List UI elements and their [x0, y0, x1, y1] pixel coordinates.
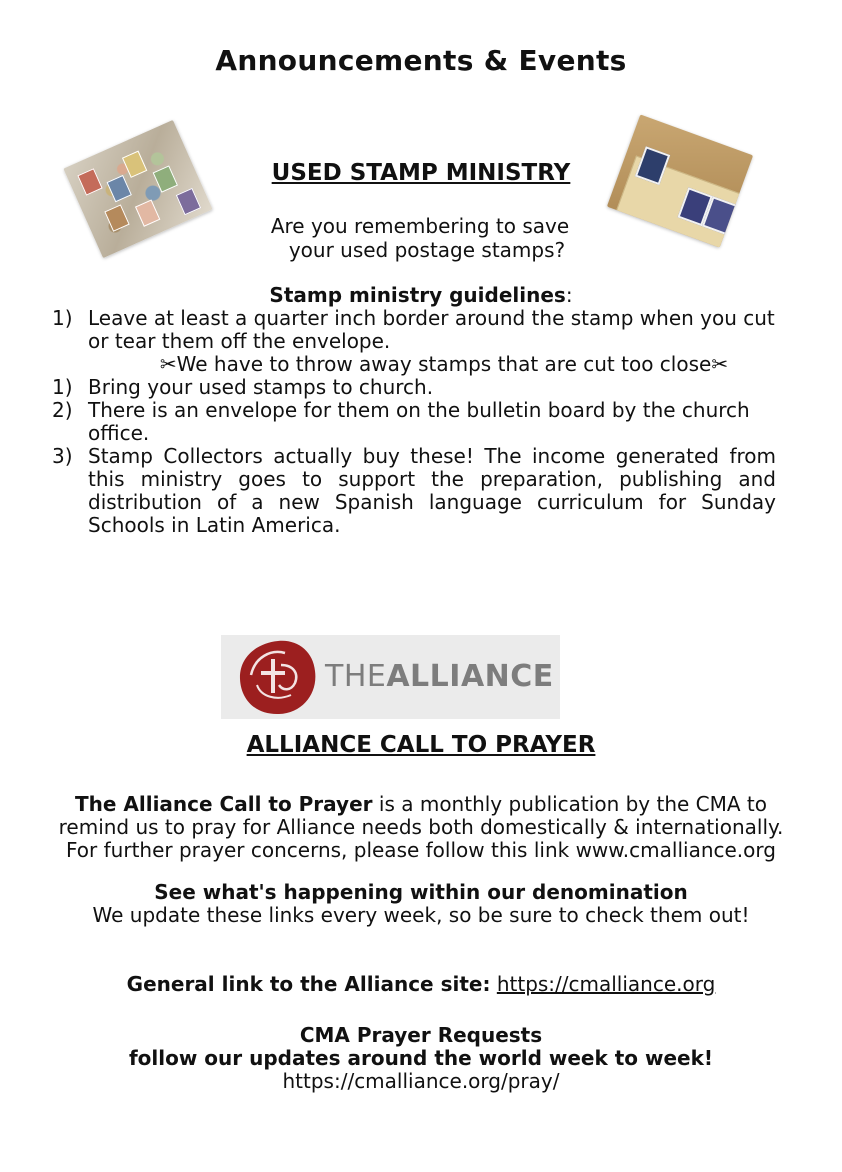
- guidelines-title: Stamp ministry guidelines:: [269, 283, 573, 307]
- guidelines-list: [52, 307, 776, 537]
- alliance-seal-icon: [233, 635, 323, 719]
- question-line-2: your used postage stamps?: [288, 238, 566, 262]
- list-text: Bring your used stamps to church.: [88, 375, 434, 399]
- list-item: [52, 399, 776, 445]
- question-line-1: Are you remembering to save: [270, 214, 570, 238]
- page-title: Announcements & Events: [215, 44, 627, 77]
- scissor-note: ✂We have to throw away stamps that are cut too close✂: [159, 352, 729, 376]
- list-item: [52, 307, 776, 353]
- prayer-requests-block: [0, 1024, 842, 1093]
- intro-rest: is a monthly publication by the CMA to: [372, 792, 768, 816]
- prayer-intro: [0, 793, 842, 862]
- list-text: There is an envelope for them on the bulletin board by the church office.: [88, 398, 750, 445]
- alliance-logo: [221, 635, 560, 719]
- stamps-pile-photo: [63, 120, 212, 258]
- prayer-requests-title: CMA Prayer Requests: [299, 1023, 543, 1047]
- list-item: [52, 376, 776, 399]
- general-link-label: General link to the Alliance site:: [126, 972, 491, 996]
- prayer-requests-link[interactable]: https://cmalliance.org/pray/: [282, 1069, 560, 1093]
- list-number: 1): [52, 306, 73, 330]
- prayer-requests-subtitle: follow our updates around the world week to week!: [128, 1046, 714, 1070]
- intro-line-3: For further prayer concerns, please follow this link www.cmalliance.org: [66, 838, 776, 862]
- intro-line-2: remind us to pray for Alliance needs both domestically & internationally.: [58, 815, 784, 839]
- alliance-prayer-heading: ALLIANCE CALL TO PRAYER: [246, 732, 596, 758]
- happening-block: [0, 881, 842, 927]
- happening-title: See what's happening within our denomination: [154, 880, 688, 904]
- intro-bold: The Alliance Call to Prayer: [74, 792, 373, 816]
- list-text: Leave at least a quarter inch border around the stamp when you cut or tear them off the envelope.: [88, 306, 775, 353]
- list-text: Stamp Collectors actually buy these! The income generated from this ministry goes to support the preparation, publishing and distribution of a new Spanish language curriculum for Sunday Schools in Latin America.: [88, 444, 776, 537]
- general-link[interactable]: https://cmalliance.org: [496, 972, 716, 996]
- list-number: 2): [52, 398, 73, 422]
- happening-text: We update these links every week, so be sure to check them out!: [92, 903, 750, 927]
- logo-wordmark: THEALLIANCE: [325, 659, 554, 694]
- stamp-question: [250, 214, 590, 262]
- general-link-block: [0, 973, 842, 996]
- stamp-ministry-heading: USED STAMP MINISTRY: [271, 160, 571, 186]
- list-item: [52, 445, 776, 537]
- list-number: 3): [52, 444, 73, 468]
- list-number: 1): [52, 375, 73, 399]
